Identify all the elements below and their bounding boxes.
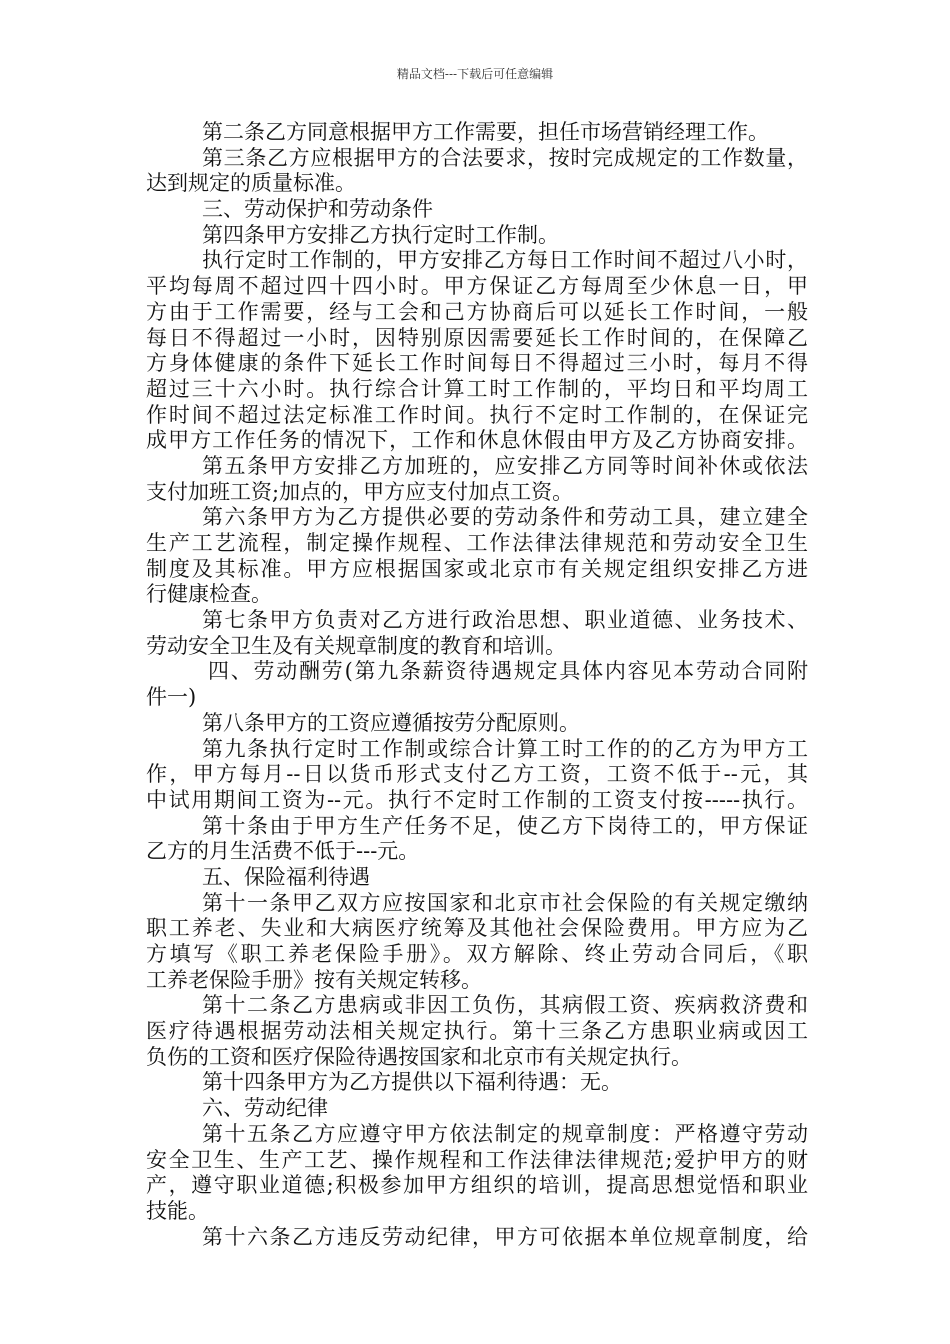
text-line: 行健康检查。	[146, 582, 272, 607]
text-line: 职工养老、失业和大病医疗统筹及其他社会保险费用。甲方应为乙	[146, 916, 808, 941]
text-line: 安全卫生、生产工艺、操作规程和工作法律法律规范;爱护甲方的财	[146, 1147, 808, 1172]
text-line: 第二条乙方同意根据甲方工作需要，担任市场营销经理工作。	[202, 120, 769, 144]
text-line: 作时间不超过法定标准工作时间。执行不定时工作制的，在保证完	[146, 402, 808, 427]
section-heading: 六、劳动纪律	[202, 1096, 328, 1121]
text-line: 第三条乙方应根据甲方的合法要求，按时完成规定的工作数量，	[202, 145, 808, 170]
text-line: 方由于工作需要，经与工会和己方协商后可以延长工作时间，一般	[146, 299, 808, 324]
text-line: 方身体健康的条件下延长工作时间每日不得超过三小时，每月不得	[146, 351, 808, 376]
page-header: 精品文档---下载后可任意编辑	[396, 67, 554, 81]
text-line: 第七条甲方负责对乙方进行政治思想、职业道德、业务技术、	[202, 608, 808, 633]
text-line: 支付加班工资;加点的，甲方应支付加点工资。	[146, 479, 574, 504]
text-line: 生产工艺流程，制定操作规程、工作法律法律规范和劳动安全卫生	[146, 531, 808, 555]
text-line: 第四条甲方安排乙方执行定时工作制。	[202, 222, 559, 247]
text-line: 乙方的月生活费不低于---元。	[146, 839, 420, 864]
text-line: 中试用期间工资为--元。执行不定时工作制的工资支付按-----执行。	[146, 787, 808, 812]
text-line: 第五条甲方安排乙方加班的，应安排乙方同等时间补休或依法	[202, 453, 808, 478]
text-line: 平均每周不超过四十四小时。甲方保证乙方每周至少休息一日，甲	[146, 274, 808, 299]
text-line: 第十六条乙方违反劳动纪律，甲方可依据本单位规章制度，给	[202, 1224, 808, 1249]
document-body	[146, 120, 808, 1250]
text-line: 成甲方工作任务的情况下，工作和休息休假由甲方及乙方协商安排。	[146, 428, 808, 453]
text-line: 达到规定的质量标准。	[146, 171, 356, 196]
text-line: 第九条执行定时工作制或综合计算工时工作的的乙方为甲方工	[202, 736, 808, 761]
text-line: 第六条甲方为乙方提供必要的劳动条件和劳动工具，建立建全	[202, 505, 808, 530]
text-line: 负伤的工资和医疗保险待遇按国家和北京市有关规定执行。	[146, 1044, 692, 1069]
text-line: 第八条甲方的工资应遵循按劳分配原则。	[202, 710, 580, 735]
text-line: 执行定时工作制的，甲方安排乙方每日工作时间不超过八小时，	[202, 248, 808, 273]
text-line: 制度及其标准。甲方应根据国家或北京市有关规定组织安排乙方进	[146, 556, 808, 581]
text-line: 技能。	[146, 1198, 209, 1223]
text-line: 劳动安全卫生及有关规章制度的教育和培训。	[146, 633, 566, 658]
text-line: 产，遵守职业道德;积极参加甲方组织的培训，提高思想觉悟和职业	[146, 1173, 808, 1198]
section-heading: 五、保险福利待遇	[202, 864, 370, 889]
section-heading: 四、劳动酬劳(第九条薪资待遇规定具体内容见本劳动合同附	[208, 659, 808, 684]
text-line: 第十四条甲方为乙方提供以下福利待遇：无。	[202, 1070, 622, 1095]
text-line: 工养老保险手册》按有关规定转移。	[146, 967, 482, 992]
text-line: 第十二条乙方患病或非因工负伤，其病假工资、疾病救济费和	[202, 993, 808, 1018]
text-line: 第十条由于甲方生产任务不足，使乙方下岗待工的，甲方保证	[202, 813, 808, 838]
text-line: 第十五条乙方应遵守甲方依法制定的规章制度：严格遵守劳动	[202, 1121, 808, 1146]
text-line: 作，甲方每月--日以货币形式支付乙方工资，工资不低于--元，其	[146, 762, 808, 787]
text-line: 件一)	[146, 685, 197, 710]
text-line: 方填写《职工养老保险手册》。双方解除、终止劳动合同后，《职	[146, 942, 808, 966]
text-line: 每日不得超过一小时，因特别原因需要延长工作时间的，在保障乙	[146, 325, 808, 350]
text-line: 医疗待遇根据劳动法相关规定执行。第十三条乙方患职业病或因工	[146, 1019, 808, 1044]
section-heading: 三、劳动保护和劳动条件	[202, 197, 433, 222]
text-line: 超过三十六小时。执行综合计算工时工作制的，平均日和平均周工	[146, 376, 808, 401]
text-line: 第十一条甲乙双方应按国家和北京市社会保险的有关规定缴纳	[202, 890, 808, 915]
